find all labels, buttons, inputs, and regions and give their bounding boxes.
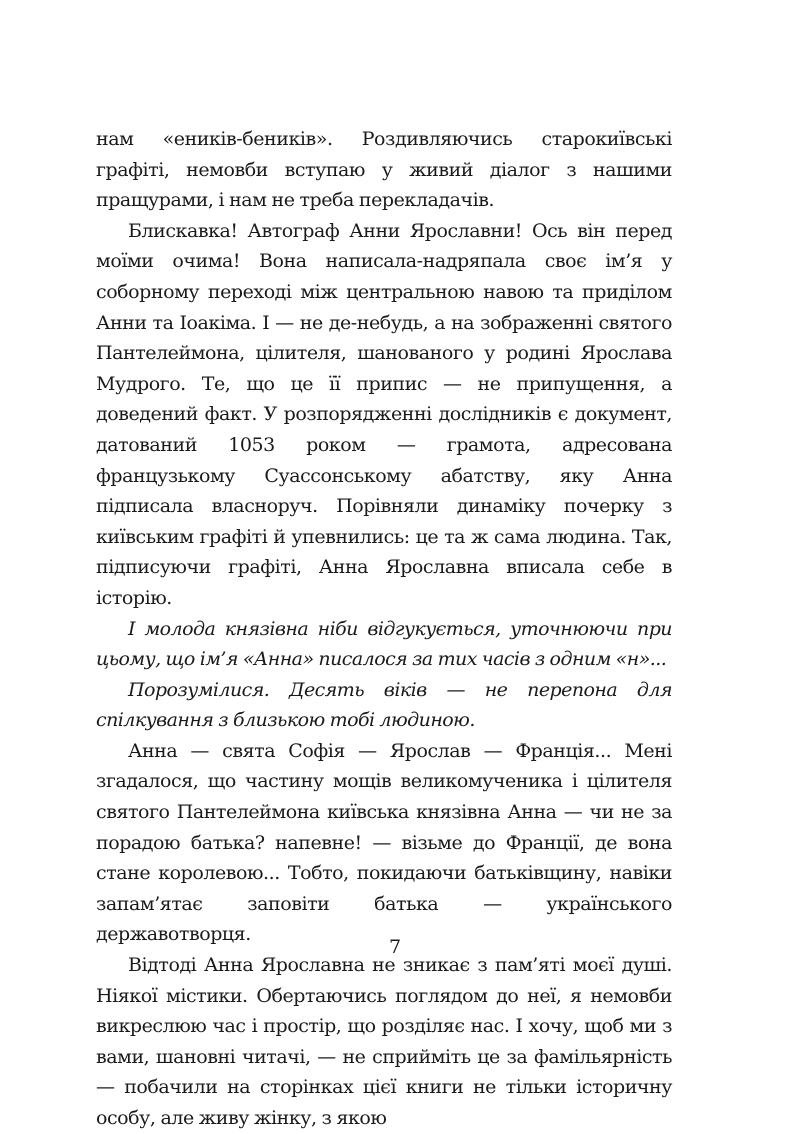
paragraph-5: Анна — свята Софія — Ярослав — Франція... Мені згадалося, що частину мощів великомученика і цілителя святого Пантелеймона київська князівна Анна — чи не за порадою батька? напевне! — візьме до Франції, де вона стане королевою... Тобто, покидаючи батьківщину, навіки запам’ятає заповіти батька — українського державотворця.: [96, 739, 672, 946]
page-body: [96, 124, 672, 1134]
paragraph-6: Відтоді Анна Ярославна не зникає з пам’яті моєї душі. Ніякої містики. Обертаючись поглядом до неї, я немовби викреслюю час і простір, що розділяє нас. І хочу, щоб ми з вами, шановні читачі, — не сприйміть це за фамільярність — побачили на сторінках цієї книги не тільки історичну особу, але живу жінку, з якою: [96, 954, 672, 1129]
paragraph-4-italic: Порозумілися. Десять віків — не перепона для спілкування з близькою тобі людиною.: [96, 678, 672, 732]
paragraph-2: Блискавка! Автограф Анни Ярославни! Ось він перед моїми очима! Вона написала-надряпала своє ім’я у соборному переході між центральною навою та приділом Анни та Іоакіма. І — не де-небудь, а на зображенні святого Пантелеймона, цілителя, шанованого у родині Ярослава Мудрого. Те, що це її припис — не припущення, а доведений факт. У розпорядженні дослідників є документ, датований 1053 роком — грамота, адресована французькому Суассонському абатству, яку Анна підписала власноруч. Порівняли динаміку почерку з київським графіті й упевнились: це та ж сама людина. Так, підписуючи графіті, Анна Ярославна вписала себе в історію.: [96, 219, 672, 609]
page-number: 7: [388, 936, 402, 958]
paragraph-1: нам «еників-беників». Роздивляючись старокиївські графіті, немовби вступаю у живий діалог з нашими пращурами, і нам не треба перекладачів.: [96, 128, 672, 212]
paragraph-3-italic: І молода князівна ніби відгукується, уточнюючи при цьому, що ім’я «Анна» писалося за тих часів з одним «н»...: [96, 617, 672, 671]
